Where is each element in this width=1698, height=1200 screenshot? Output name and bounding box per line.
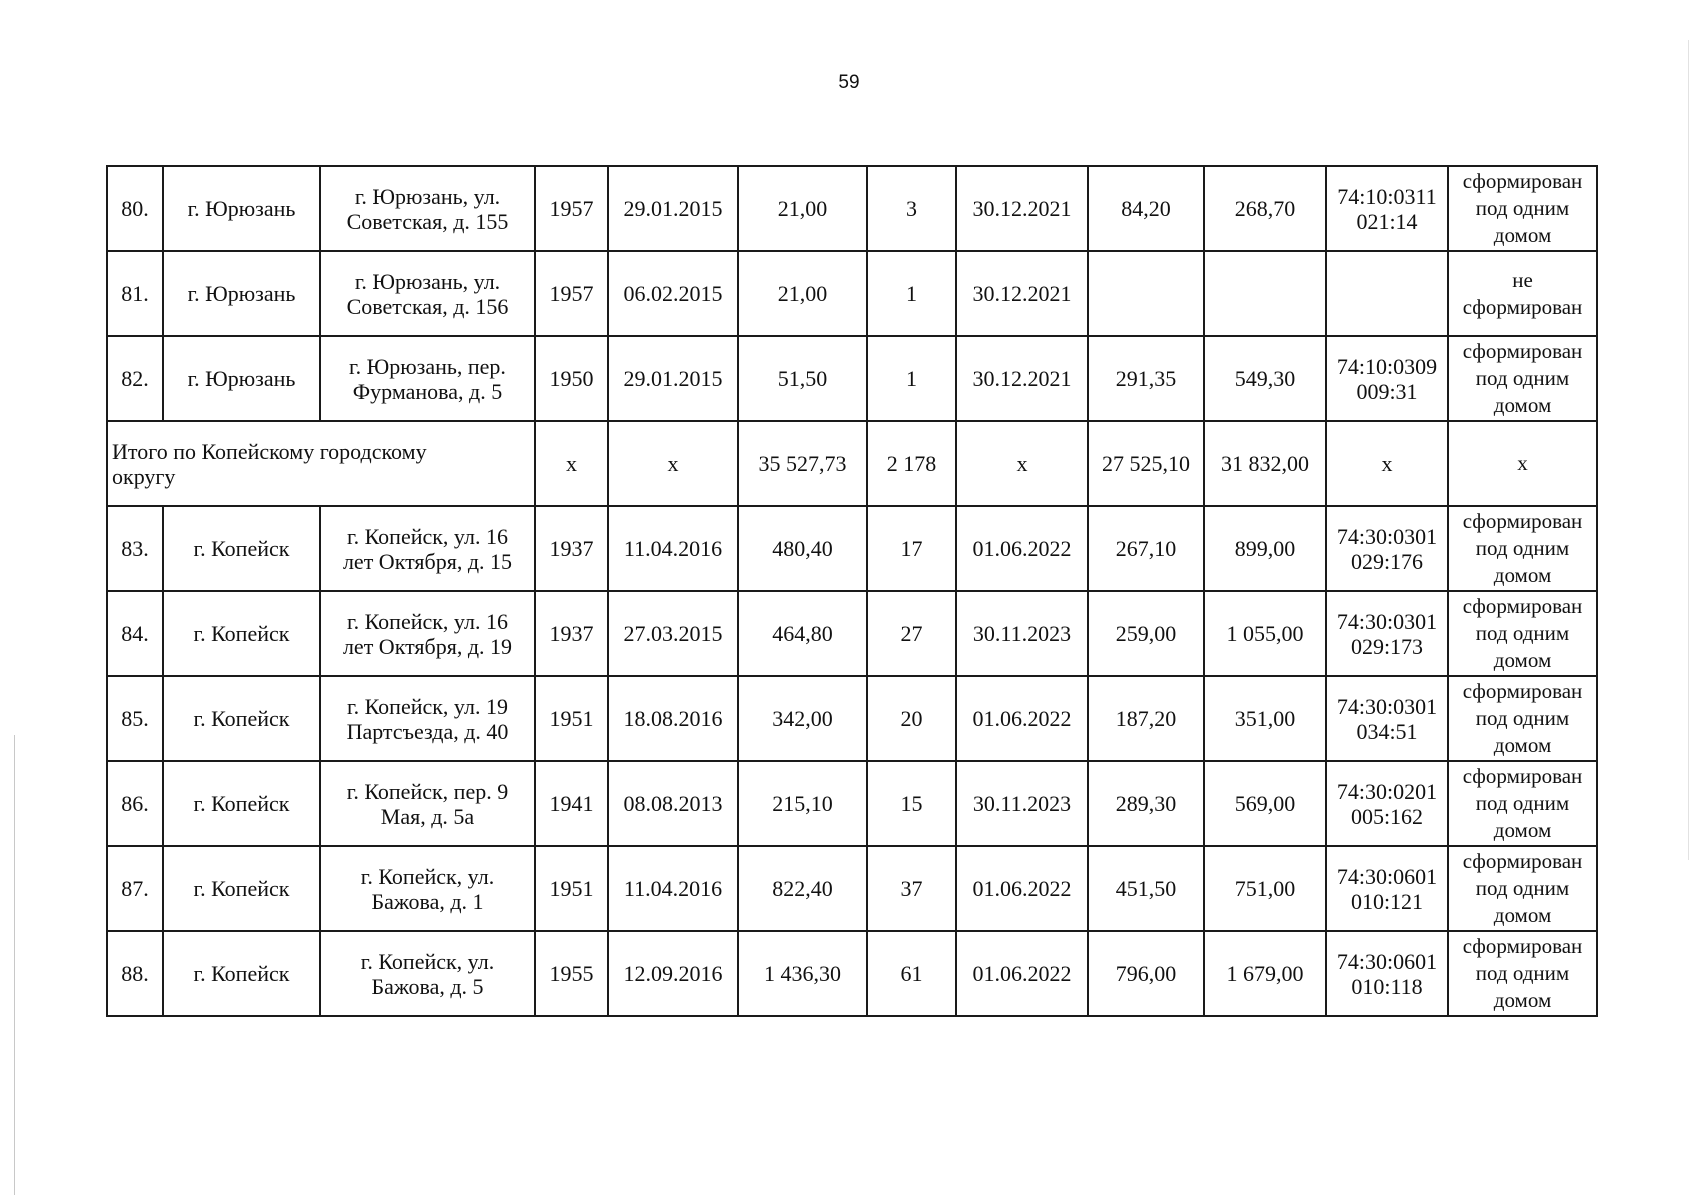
cell-build-year: 1955 [535, 931, 608, 1016]
cell-deadline: х [956, 421, 1088, 506]
table-row [107, 506, 1597, 591]
cell-deadline: 01.06.2022 [956, 846, 1088, 931]
cell-cadastral-number: 74:30:0601 010:121 [1326, 846, 1448, 931]
cell-locality: г. Копейск [163, 931, 320, 1016]
cell-build-year: 1957 [535, 166, 608, 251]
cell-area: 215,10 [738, 761, 867, 846]
cell-area-2: 259,00 [1088, 591, 1204, 676]
cell-address: г. Копейск, ул. 16 лет Октября, д. 15 [320, 506, 535, 591]
cell-deadline: 30.12.2021 [956, 166, 1088, 251]
cell-build-year: 1951 [535, 846, 608, 931]
cell-cadastral-number [1326, 251, 1448, 336]
cell-row-number: 83. [107, 506, 163, 591]
cell-deadline: 30.12.2021 [956, 336, 1088, 421]
cell-land-status: не сформирован [1448, 251, 1597, 336]
cell-locality: г. Копейск [163, 506, 320, 591]
cell-cadastral-number: 74:10:0309 009:31 [1326, 336, 1448, 421]
scan-edge-line [14, 735, 15, 1195]
table-row [107, 336, 1597, 421]
cell-address: г. Юрюзань, пер. Фурманова, д. 5 [320, 336, 535, 421]
cell-deadline: 01.06.2022 [956, 931, 1088, 1016]
cell-date: 12.09.2016 [608, 931, 738, 1016]
cell-area: 822,40 [738, 846, 867, 931]
cell-area: 21,00 [738, 166, 867, 251]
cell-area-2: 27 525,10 [1088, 421, 1204, 506]
table-body [107, 166, 1597, 1016]
cell-cadastral-number: 74:10:0311 021:14 [1326, 166, 1448, 251]
cell-area-3: 31 832,00 [1204, 421, 1326, 506]
cell-build-year: 1937 [535, 506, 608, 591]
cell-area: 342,00 [738, 676, 867, 761]
cell-area: 464,80 [738, 591, 867, 676]
cell-land-status: сформирован под одним домом [1448, 931, 1597, 1016]
cell-deadline: 30.11.2023 [956, 591, 1088, 676]
housing-table [106, 165, 1598, 1017]
cell-residents-count: 3 [867, 166, 956, 251]
cell-date: 08.08.2013 [608, 761, 738, 846]
cell-address: г. Копейск, ул. Бажова, д. 5 [320, 931, 535, 1016]
table-row [107, 591, 1597, 676]
cell-cadastral-number: 74:30:0201 005:162 [1326, 761, 1448, 846]
cell-area: 35 527,73 [738, 421, 867, 506]
cell-locality: г. Копейск [163, 846, 320, 931]
cell-area-2: 291,35 [1088, 336, 1204, 421]
cell-locality: г. Юрюзань [163, 336, 320, 421]
cell-land-status: сформирован под одним домом [1448, 166, 1597, 251]
cell-deadline: 30.11.2023 [956, 761, 1088, 846]
cell-address: г. Копейск, ул. 16 лет Октября, д. 19 [320, 591, 535, 676]
cell-area-2: 289,30 [1088, 761, 1204, 846]
cell-area: 480,40 [738, 506, 867, 591]
cell-residents-count: 2 178 [867, 421, 956, 506]
cell-area-2: 267,10 [1088, 506, 1204, 591]
cell-date: х [608, 421, 738, 506]
cell-area-3: 751,00 [1204, 846, 1326, 931]
cell-area-2: 84,20 [1088, 166, 1204, 251]
cell-residents-count: 27 [867, 591, 956, 676]
cell-area: 21,00 [738, 251, 867, 336]
cell-residents-count: 61 [867, 931, 956, 1016]
cell-row-number: 84. [107, 591, 163, 676]
cell-address: г. Копейск, ул. Бажова, д. 1 [320, 846, 535, 931]
cell-land-status: сформирован под одним домом [1448, 761, 1597, 846]
table-row [107, 846, 1597, 931]
cell-address: г. Копейск, пер. 9 Мая, д. 5а [320, 761, 535, 846]
cell-row-number: 82. [107, 336, 163, 421]
cell-area-3 [1204, 251, 1326, 336]
cell-build-year: 1951 [535, 676, 608, 761]
cell-date: 06.02.2015 [608, 251, 738, 336]
cell-row-number: 87. [107, 846, 163, 931]
cell-locality: г. Копейск [163, 761, 320, 846]
cell-date: 11.04.2016 [608, 506, 738, 591]
cell-row-number: 81. [107, 251, 163, 336]
cell-area-2: 451,50 [1088, 846, 1204, 931]
cell-deadline: 30.12.2021 [956, 251, 1088, 336]
cell-cadastral-number: 74:30:0301 029:173 [1326, 591, 1448, 676]
cell-date: 29.01.2015 [608, 166, 738, 251]
cell-cadastral-number: 74:30:0301 029:176 [1326, 506, 1448, 591]
cell-build-year: 1937 [535, 591, 608, 676]
total-label: Итого по Копейскому городскому округу [107, 421, 535, 506]
cell-locality: г. Юрюзань [163, 166, 320, 251]
cell-area-2: 796,00 [1088, 931, 1204, 1016]
cell-deadline: 01.06.2022 [956, 676, 1088, 761]
cell-row-number: 86. [107, 761, 163, 846]
cell-locality: г. Копейск [163, 591, 320, 676]
cell-row-number: 88. [107, 931, 163, 1016]
cell-land-status: х [1448, 421, 1597, 506]
cell-locality: г. Копейск [163, 676, 320, 761]
cell-area-3: 268,70 [1204, 166, 1326, 251]
page-number: 59 [838, 72, 860, 93]
cell-area: 51,50 [738, 336, 867, 421]
cell-area-3: 351,00 [1204, 676, 1326, 761]
cell-build-year: 1941 [535, 761, 608, 846]
cell-address: г. Юрюзань, ул. Советская, д. 156 [320, 251, 535, 336]
cell-residents-count: 1 [867, 251, 956, 336]
table-row [107, 676, 1597, 761]
cell-date: 11.04.2016 [608, 846, 738, 931]
cell-cadastral-number: 74:30:0601 010:118 [1326, 931, 1448, 1016]
cell-land-status: сформирован под одним домом [1448, 676, 1597, 761]
table-row [107, 166, 1597, 251]
cell-area: 1 436,30 [738, 931, 867, 1016]
cell-area-2: 187,20 [1088, 676, 1204, 761]
cell-residents-count: 1 [867, 336, 956, 421]
cell-land-status: сформирован под одним домом [1448, 506, 1597, 591]
cell-residents-count: 15 [867, 761, 956, 846]
cell-land-status: сформирован под одним домом [1448, 846, 1597, 931]
cell-area-3: 1 679,00 [1204, 931, 1326, 1016]
cell-row-number: 85. [107, 676, 163, 761]
cell-build-year: 1957 [535, 251, 608, 336]
cell-residents-count: 20 [867, 676, 956, 761]
cell-locality: г. Юрюзань [163, 251, 320, 336]
cell-residents-count: 17 [867, 506, 956, 591]
cell-address: г. Юрюзань, ул. Советская, д. 155 [320, 166, 535, 251]
cell-land-status: сформирован под одним домом [1448, 336, 1597, 421]
total-row [107, 421, 1597, 506]
cell-cadastral-number: х [1326, 421, 1448, 506]
cell-area-2 [1088, 251, 1204, 336]
cell-date: 18.08.2016 [608, 676, 738, 761]
cell-area-3: 569,00 [1204, 761, 1326, 846]
cell-address: г. Копейск, ул. 19 Партсъезда, д. 40 [320, 676, 535, 761]
cell-cadastral-number: 74:30:0301 034:51 [1326, 676, 1448, 761]
cell-build-year: 1950 [535, 336, 608, 421]
cell-land-status: сформирован под одним домом [1448, 591, 1597, 676]
cell-area-3: 549,30 [1204, 336, 1326, 421]
cell-row-number: 80. [107, 166, 163, 251]
cell-date: 27.03.2015 [608, 591, 738, 676]
cell-area-3: 1 055,00 [1204, 591, 1326, 676]
cell-date: 29.01.2015 [608, 336, 738, 421]
table-row [107, 931, 1597, 1016]
table-row [107, 251, 1597, 336]
scan-edge-line-right [1688, 40, 1689, 860]
cell-build-year: х [535, 421, 608, 506]
cell-area-3: 899,00 [1204, 506, 1326, 591]
cell-residents-count: 37 [867, 846, 956, 931]
cell-deadline: 01.06.2022 [956, 506, 1088, 591]
table-row [107, 761, 1597, 846]
